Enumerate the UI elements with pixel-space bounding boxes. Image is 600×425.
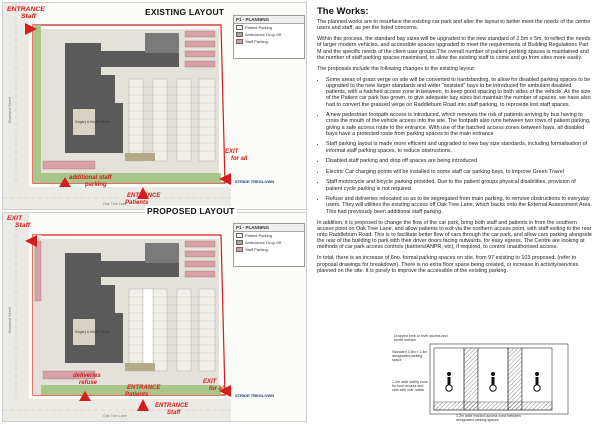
callout-entrance-patients: ENTRANCE Patients	[125, 385, 161, 398]
change-item-staff-layout: • Staff parking layout is made more efficient and upgraded to new bay size standards, including formalisation of informal staff parking spaces, to reduce obstructions.	[326, 141, 593, 153]
proposed-layout-plan	[2, 206, 307, 422]
proposed-layout-title: PROPOSED LAYOUT	[147, 206, 235, 216]
callout-exit-staff: EXIT Staff	[7, 215, 30, 230]
paragraph-intro: The planned works are to resurface the existing car park and alter the layout to better meet the needs of the centre users and staff, as per the listed concerns.	[317, 19, 591, 32]
safety-zone	[434, 402, 552, 410]
change-item-footpath: • A new pedestrian footpath access is introduced, which removes the risk of patients arriving by bus having to cross the mouth of the vehicle access into the site. The footpath also runs between two rows of patient parking, giving a safe access route to the entrance. With use of the hatched access zones between bays, all disabled bays have a protected route from parking spaces to the main entrance	[326, 112, 593, 137]
verge-bottom	[41, 173, 221, 183]
title-block-head: P1 - PLANNING	[234, 16, 304, 24]
building-wing	[101, 51, 179, 67]
street-label-left: Roseland Street	[8, 307, 12, 333]
street-label-left: Roseland Street	[8, 97, 12, 123]
disabled-bay-diagram	[390, 334, 590, 425]
callout-additional-staff-parking: additional staff parking	[69, 175, 112, 188]
works-heading: The Works:	[317, 6, 369, 17]
label-safety-zone: 1.2m wide safety zone for boot access and cars with rear hoists	[392, 380, 428, 393]
proposed-brand-mark: STRIDE TREGLOWN	[235, 393, 275, 398]
paragraph-bay-sizes: Within this process, the standard bay sizes will be upgraded to the new standard of 2.5m x 5m, to reflect the needs of larger modern vehicles, and accessible spaces upgraded to meet the requirements of Building Regulations Part M and the specific needs of the client user groups.The overall number of patient parking spaces is maintained and the number of staff parking spaces maximised, to allow the existing staff to come and go from sites more easily.	[317, 36, 591, 61]
paragraph-flow: In addition, it is proposed to change the flow of the car park, bring both staff and patients in from the southern access point on Oak Tree Lane, and allow patients to exit via the northern access point, with staff exiting to the rear onto Raddleburn Road. This is to facilitate better flow of cars through the car park, and allow cars parking alongside the rear of the building to park with their driver doors facing outwards, for easy egress. The Centre are looking at methods of car park access controls (barriers/ANPR, etc), if required, to control unauthorised access.	[317, 219, 592, 251]
proposed-title-block	[233, 223, 305, 267]
title-block-head: P1 - PLANNING	[234, 224, 304, 232]
access-zone-2	[508, 348, 522, 410]
ambulance-drop-off	[125, 363, 155, 371]
existing-title-block	[233, 15, 305, 59]
label-access-zone: 1.2m wide marked access zone between designated parking spaces	[456, 414, 521, 423]
callout-entrance-staff: ENTRANCE Staff	[155, 403, 189, 416]
change-item-cycle-parking: • Staff motorcycle and bicycle parking provided. Due to the patient groups physical disabilities, provision of patient cycle parking is not required	[326, 179, 593, 191]
street-label-bottom: Oak Tree Lane	[103, 202, 127, 206]
callout-entrance-staff: ENTRANCE Staff	[7, 6, 45, 21]
works-description	[317, 6, 593, 279]
existing-layout-title: EXISTING LAYOUT	[145, 7, 225, 17]
legend-ambulance-drop-off: Ambulance Drop-Off	[234, 31, 304, 38]
building-wing	[101, 261, 179, 277]
building-label: Surgery & Health Centre	[75, 120, 110, 124]
label-dropped-kerb: Dropped kerb or level access and tactile surface	[394, 334, 448, 343]
legend-staff-parking: Staff Parking	[234, 246, 304, 253]
verge-left	[33, 25, 41, 183]
pedestrian-footpath	[143, 289, 153, 371]
legend-staff-parking: Staff Parking	[234, 38, 304, 45]
existing-brand-mark: STRIDE TREGLOWN	[235, 179, 275, 184]
callout-entrance-patients: ENTRANCE Patients	[125, 193, 161, 206]
paragraph-total: In total, there is an increase of 6no. formal parking spaces on site, from 97 existing to 103 proposed. (refer to proposal drawings for breakdown). There is no extra floor space being created, or increase in activity/services planned on the site. It is purely to improve the accessible of the existing parking.	[317, 255, 579, 274]
legend-patient-parking: Patient Parking	[234, 232, 304, 239]
callout-exit-for-all: EXIT for all	[225, 149, 248, 162]
callout-deliveries-refuse: deliveries refuse	[73, 373, 101, 386]
callout-exit-for-all: EXIT for all	[203, 379, 226, 392]
legend-ambulance-drop-off: Ambulance Drop-Off	[234, 239, 304, 246]
legend-patient-parking: Patient Parking	[234, 24, 304, 31]
change-item-verge: • Some areas of grass verge on site will be converted to hardstanding, to allow for disabled parking spaces to be upgraded to the new larger standards and wider “assisted” bays to be introduced for ambulant disabled patients, with a hatched access zone in between, to keep good spacing to both sides of the vehicle. As the size of the Patient car park has grown, to give adequate bay sizes but maintain the number of spaces, we have also had to convert the grassed verge on Raddleburn Road into staff parking, to reprovide lost staff spaces.	[326, 77, 593, 108]
changes-list	[317, 77, 593, 215]
paragraph-changes-intro: The proposals include the following changes to the existing layout:	[317, 65, 476, 72]
rear-block	[145, 243, 179, 263]
label-standard-bay: Standard 4.8m x 2.4m designated parking space	[392, 350, 428, 363]
existing-layout-plan	[2, 2, 307, 210]
change-item-refuse: • Refuse and deliveries relocated so as to be segregated from main parking, to remove obstructions to everyday users. They will utilities the existing access off Oak Tree Lane, which backs onto the External Assessment Area. This had previously been additional staff parking.	[326, 196, 593, 215]
change-item-ev-charging: • Electric Car charging points will be installed to some staff car parking bays, to improve Green Travel	[326, 169, 593, 175]
change-item-disabled-staff: • Disabled staff parking and drop off spaces are being introduced	[326, 158, 593, 164]
building-label: Surgery & Health Centre	[75, 330, 110, 334]
street-label-bottom: Oak Tree Lane	[103, 414, 127, 418]
access-zone-1	[464, 348, 478, 410]
rear-block	[145, 33, 179, 53]
ambulance-drop-off	[125, 153, 155, 161]
